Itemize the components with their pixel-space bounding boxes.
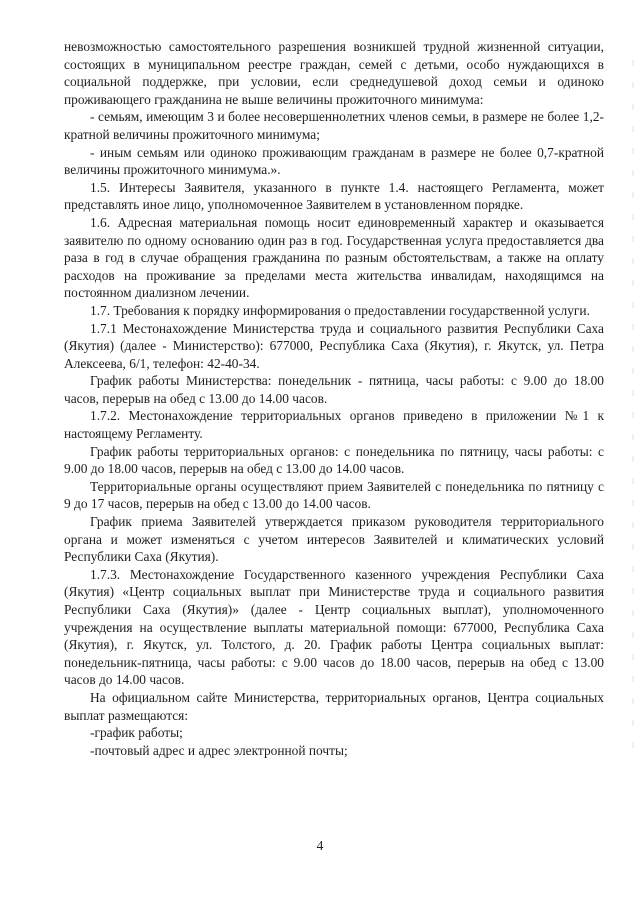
paragraph-section-1-7: 1.7. Требования к порядку информирования о предоставлении государственной услуги. xyxy=(90,302,590,318)
paragraph-website-info: На официальном сайте Министерства, территориальных органов, Центра социальных выплат размещаются: xyxy=(64,689,604,723)
scan-edge-marks xyxy=(632,60,634,760)
paragraph-section-1-5: 1.5. Интересы Заявителя, указанного в пункте 1.4. настоящего Регламента, может представлять иное лицо, уполномоченное Заявителем в установленном порядке. xyxy=(64,179,604,213)
paragraph-section-1-7-3: 1.7.3. Местонахождение Государственного казенного учреждения Республики Саха (Якутия) «Центр социальных выплат при Министерстве труда и социального развития Республики Саха (Якутия)» (далее - Центр социальных выплат), уполномоченного учреждения на осуществление выплаты материальной помощи: 677000, Республика Саха (Якутия), г. Якутск, ул. Толстого, д. 20. График работы Центра социальных выплат: понедельник-пятница, часы работы: с 9.00 часов до 18.00 часов, перерыв на обед с 13.00 часов до 14.00 часов. xyxy=(64,566,604,688)
paragraph-section-1-7-1: 1.7.1 Местонахождение Министерства труда и социального развития Республики Саха (Якутия) (далее - Министерство): 677000, Республика Саха (Якутия), г. Якутск, ул. Петра Алексеева, 6/1, телефон: 42-40-34. xyxy=(64,320,604,371)
paragraph-section-1-7-2: 1.7.2. Местонахождение территориальных органов приведено в приложении №1 к настоящему Регламенту. xyxy=(64,408,604,442)
paragraph-territorial-schedule: График работы территориальных органов: с понедельника по пятницу, часы работы: с 9.00 до 18.00 часов, перерыв на обед с 13.00 до 14.00 часов. xyxy=(64,443,604,477)
paragraph-reception-schedule: График приема Заявителей утверждается приказом руководителя территориального органа и может изменяться с учетом интересов Заявителей и климатических условий Республики Саха (Якутия). xyxy=(64,514,604,565)
page-number: 4 xyxy=(316,838,324,853)
paragraph-ministry-schedule: График работы Министерства: понедельник - пятница, часы работы: с 9.00 до 18.00 часов, перерыв на обед с 13.00 до 14.00 часов. xyxy=(64,373,604,406)
paragraph-list-item: -график работы; xyxy=(90,725,183,741)
paragraph-list-item: - иным семьям или одиноко проживающим гражданам в размере не более 0,7-кратной величины прожиточного минимума.». xyxy=(64,144,604,178)
paragraph-reception-hours: Территориальные органы осуществляют прием Заявителей с понедельника по пятницу с 9 до 17 часов, перерыв на обед с 13.00 до 14.00 часов. xyxy=(64,478,604,512)
document-page xyxy=(64,38,604,759)
paragraph-list-item: -почтовый адрес и адрес электронной почты; xyxy=(90,742,348,758)
paragraph-continuation: невозможностью самостоятельного разрешения возникшей трудной жизненной ситуации, состоящих в муниципальном реестре граждан, семей с детьми, особо нуждающихся в социальной поддержке, при условии, если среднедушевой доход семьи и одиноко проживающего гражданина не выше величины прожиточного минимума: xyxy=(64,39,604,107)
paragraph-list-item: - семьям, имеющим 3 и более несовершеннолетних членов семьи, в размере не более 1,2-кратной величины прожиточного минимума; xyxy=(64,109,604,142)
paragraph-section-1-6: 1.6. Адресная материальная помощь носит единовременный характер и оказывается заявителю по одному основанию один раз в год. Государственная услуга предоставляется два раза в год в случае обращения гражданина по разным обстоятельствам, а также на оплату расходов на проживание за пределами места жительства инвалидам, находящимся на постоянном диализном лечении. xyxy=(64,214,604,301)
